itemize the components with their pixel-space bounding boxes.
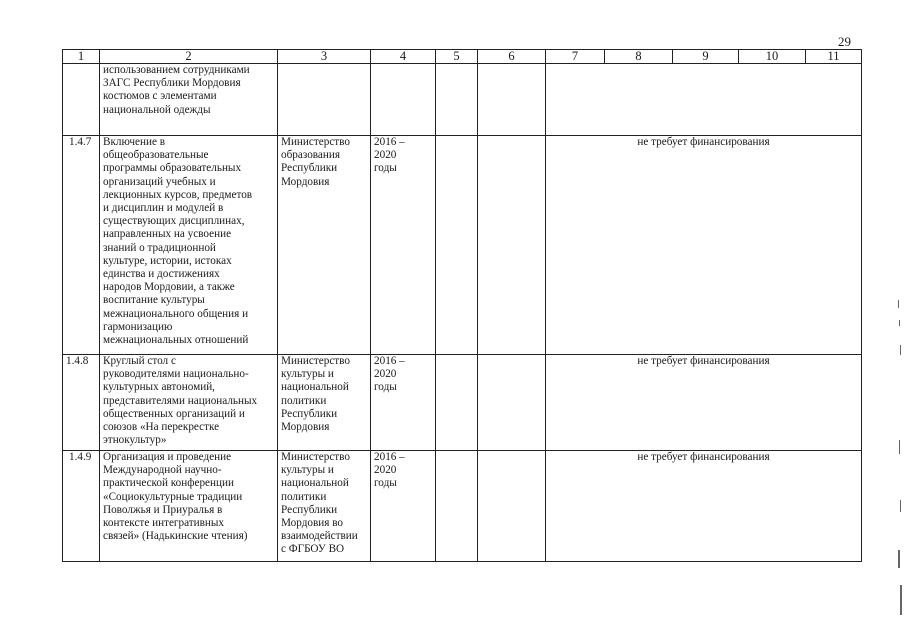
column-number-cell: 3	[278, 50, 371, 64]
period	[371, 64, 436, 136]
scan-artifacts	[878, 300, 904, 620]
column-number-cell: 1	[63, 50, 100, 64]
empty-cell	[436, 451, 478, 562]
empty-cell	[478, 64, 546, 136]
empty-cell	[478, 355, 546, 451]
executor: Министерство культуры и национальной политики Республики Мордовия	[278, 355, 371, 451]
empty-cell	[436, 136, 478, 355]
table-row	[63, 451, 862, 562]
measure-name: Включение в общеобразовательные программы образовательных организаций учебных и лекционных курсов, предметов и дисциплин и модулей в существующих дисциплинах, направленных на усвоение знаний о традиционной культуре, истории, истоках единства и достижениях народов Мордовии, а также воспитание культуры межнационального общения и гармонизацию межнациональных отношений	[100, 136, 278, 355]
column-number-cell: 11	[806, 50, 862, 64]
empty-cell	[436, 64, 478, 136]
empty-cell	[478, 451, 546, 562]
item-number: 1.4.8	[63, 355, 100, 451]
item-number: 1.4.7	[63, 136, 100, 355]
measure-name: Круглый стол с руководителями национально- культурных автономий, представителями национальных общественных организаций и союзов «На перекрестке этнокультур»	[100, 355, 278, 451]
financing-note: не требует финансирования	[546, 136, 862, 355]
column-number-cell: 4	[371, 50, 436, 64]
empty-cell	[436, 355, 478, 451]
column-number-cell: 5	[436, 50, 478, 64]
period: 2016 – 2020 годы	[371, 355, 436, 451]
period: 2016 – 2020 годы	[371, 451, 436, 562]
program-table	[62, 49, 862, 562]
financing-note: не требует финансирования	[546, 451, 862, 562]
table-row	[63, 64, 862, 136]
table-row	[63, 136, 862, 355]
executor: Министерство образования Республики Мордовия	[278, 136, 371, 355]
measure-name: Организация и проведение Международной научно- практической конференции «Социокультурные традиции Поволжья и Приуралья в контексте интегративных связей» (Надькинские чтения)	[100, 451, 278, 562]
column-number-row	[63, 50, 862, 64]
executor	[278, 64, 371, 136]
column-number-cell: 9	[673, 50, 739, 64]
page-number: 29	[838, 34, 851, 49]
executor: Министерство культуры и национальной политики Республики Мордовия во взаимодействии с ФГБОУ ВО	[278, 451, 371, 562]
financing-note	[546, 64, 862, 136]
item-number: 1.4.9	[63, 451, 100, 562]
column-number-cell: 7	[546, 50, 605, 64]
column-number-cell: 2	[100, 50, 278, 64]
period: 2016 – 2020 годы	[371, 136, 436, 355]
financing-note: не требует финансирования	[546, 355, 862, 451]
item-number	[63, 64, 100, 136]
column-number-cell: 6	[478, 50, 546, 64]
measure-name: использованием сотрудниками ЗАГС Республики Мордовия костюмов с элементами национальной одежды	[100, 64, 278, 136]
empty-cell	[478, 136, 546, 355]
table-row	[63, 355, 862, 451]
column-number-cell: 8	[605, 50, 673, 64]
column-number-cell: 10	[739, 50, 806, 64]
